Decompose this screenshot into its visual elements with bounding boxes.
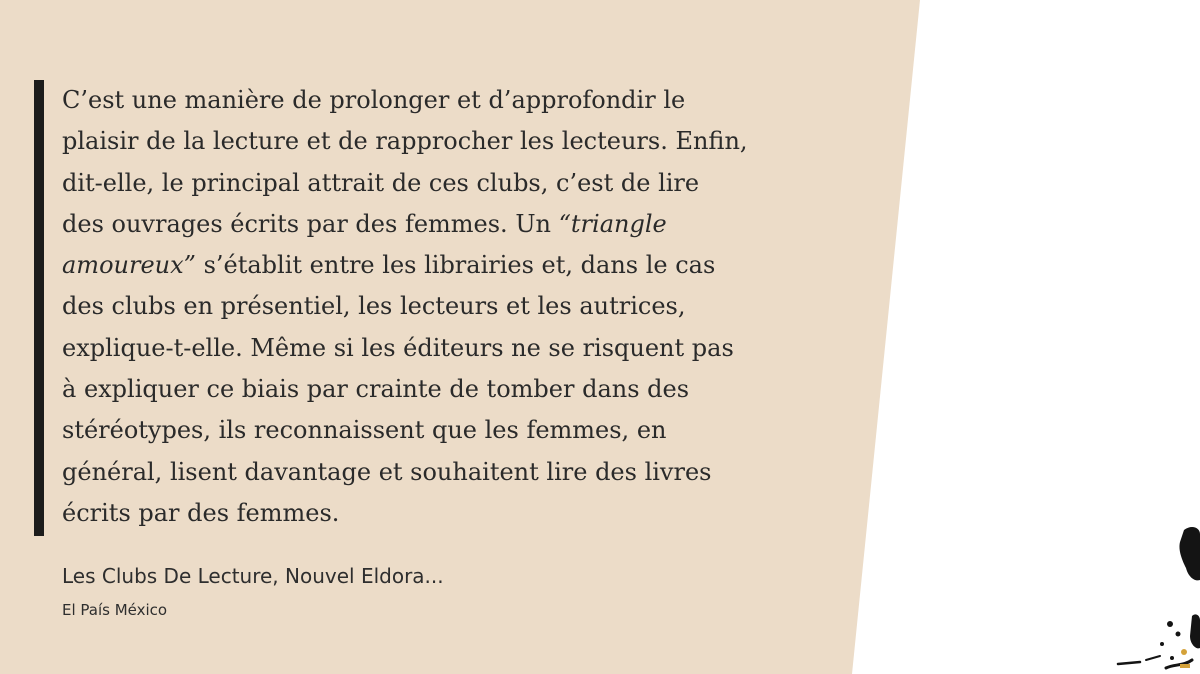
quote-line: dit-elle, le principal attrait de ces clubs, c’est de lire [62, 168, 700, 197]
quote-line: C’est une manière de prolonger et d’approfondir le [62, 86, 686, 114]
quote-italic-phrase: “triangle [558, 209, 667, 238]
quote-line: stéréotypes, ils reconnaissent que les femmes, en [62, 416, 667, 445]
quote-line: écrits par des femmes. [62, 498, 340, 527]
ink-dot [1176, 632, 1181, 637]
source-title[interactable]: Les Clubs De Lecture, Nouvel Eldora... [62, 564, 444, 588]
ink-stroke [1118, 662, 1140, 664]
quote-line [62, 204, 792, 245]
quote-line: à expliquer ce biais par crainte de tomber dans des [62, 375, 690, 404]
ink-stroke [1146, 656, 1160, 660]
ink-accent [1180, 664, 1190, 668]
ink-illustration [1100, 520, 1200, 674]
quote-bar [34, 80, 44, 536]
ink-dot [1181, 649, 1187, 655]
quote-line [62, 245, 792, 286]
quote-line: général, lisent davantage et souhaitent lire des livres [62, 457, 712, 486]
quote-line-part: s’établit entre les librairies et, dans le cas [203, 251, 716, 280]
ink-dot [1160, 642, 1164, 646]
quote-line: explique-t-elle. Même si les éditeurs ne se risquent pas [62, 333, 734, 362]
ink-shape [1179, 527, 1200, 580]
source-publisher: El País México [62, 601, 168, 619]
ink-dot [1167, 621, 1173, 627]
quote-italic-phrase: amoureux” [62, 251, 196, 280]
quote-text [62, 80, 792, 534]
quote-line: des clubs en présentiel, les lecteurs et les autrices, [62, 292, 686, 321]
quote-line-part: des ouvrages écrits par des femmes. Un [62, 209, 559, 238]
quote-line: plaisir de la lecture et de rapprocher les lecteurs. Enfin, [62, 127, 748, 156]
ink-shape [1190, 614, 1200, 648]
ink-dot [1170, 656, 1174, 660]
